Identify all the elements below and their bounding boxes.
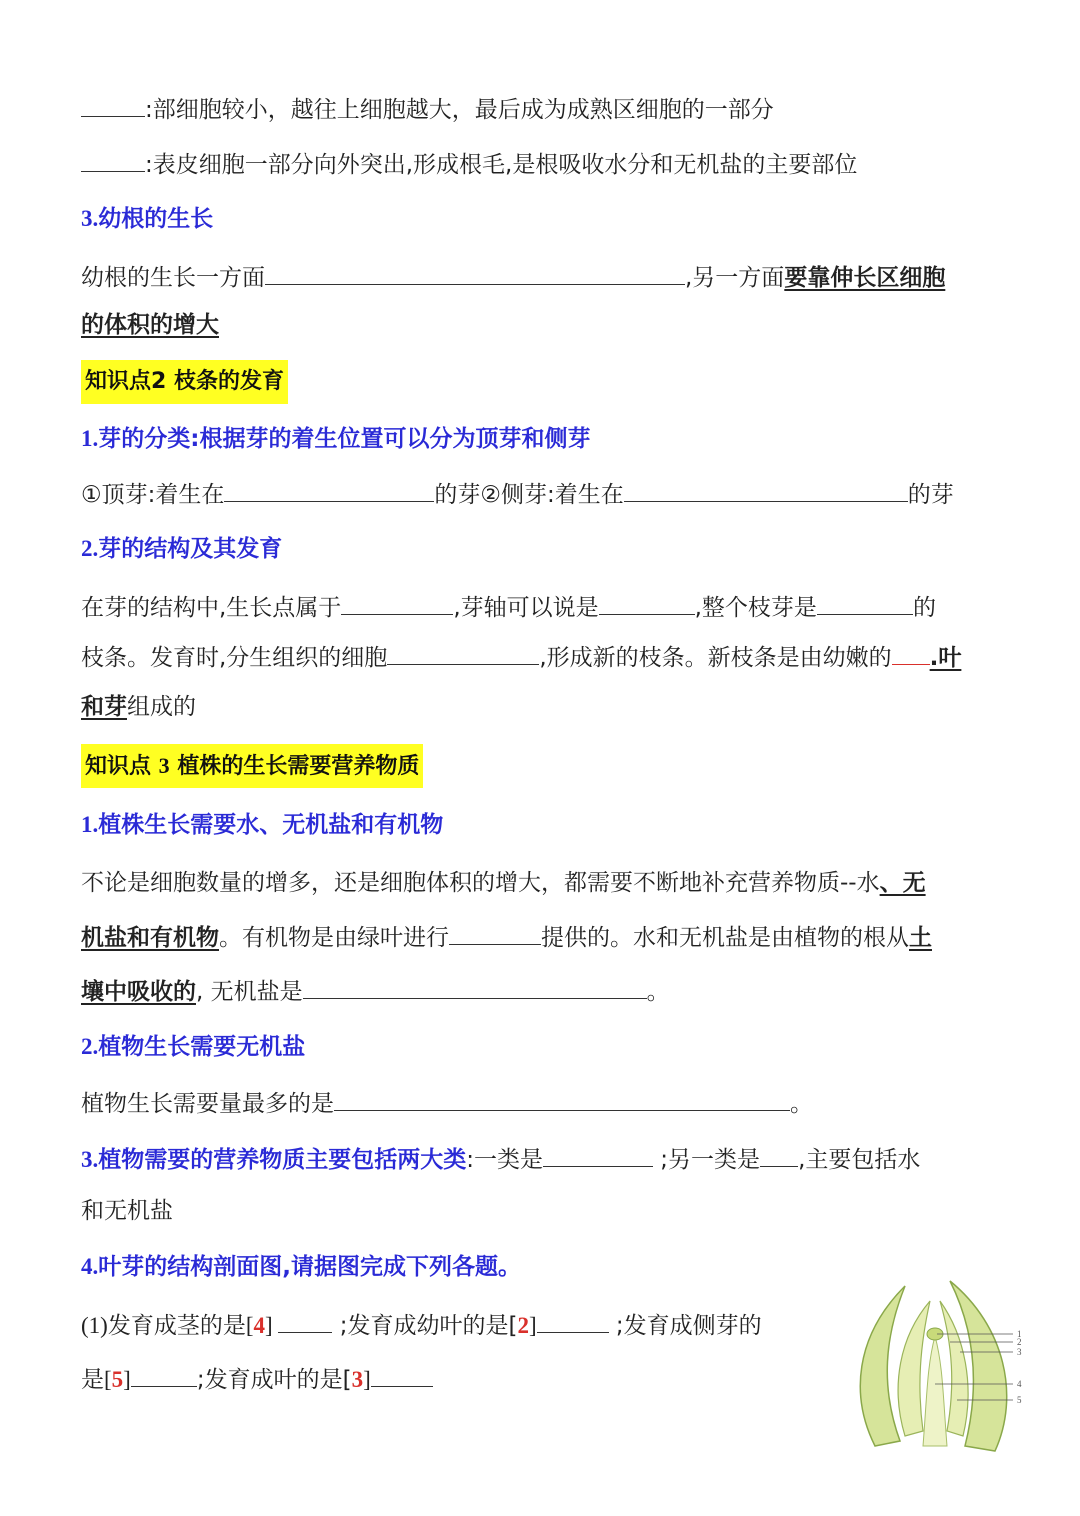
bud-structure-line-2: 枝条。发育时,分生组织的细胞 ,形成新的枝条。新枝条是由幼嫩的 .叶 (81, 642, 961, 673)
diagram-labels (1017, 1329, 1022, 1405)
root-zone-line-1: :部细胞较小，越往上细胞越大，最后成为成熟区细胞的一部分 (81, 94, 774, 125)
fill-blank[interactable] (387, 642, 539, 665)
fill-blank[interactable] (81, 94, 145, 117)
mineral-salts-question: 植物生长需要量最多的是 。 (81, 1088, 813, 1119)
fill-blank[interactable] (371, 1364, 433, 1387)
diagram-label-2: 2 (1017, 1337, 1022, 1347)
bud-structure-line-1: 在芽的结构中,生长点属于 ,芽轴可以说是 ,整个枝芽是 的 (81, 592, 936, 623)
root-growth-paragraph-cont: 的体积的增大 (81, 312, 219, 338)
root-growth-paragraph: 幼根的生长一方面 ,另一方面要靠伸长区细胞 (81, 262, 945, 293)
heading-leaf-bud-diagram: 4.叶芽的结构剖面图,请据图完成下列各题。 (81, 1254, 521, 1280)
heading-plant-nutrients: 1.植株生长需要水、无机盐和有机物 (81, 812, 444, 838)
root-zone-line-2: :表皮细胞一部分向外突出,形成根毛,是根吸收水分和无机盐的主要部位 (81, 149, 857, 180)
fill-blank[interactable] (278, 1310, 332, 1333)
knowledge-point-2-label: 知识点2 枝条的发育 (81, 360, 288, 404)
fill-blank[interactable] (81, 149, 145, 172)
heading-bud-classification: 1.芽的分类:根据芽的着生位置可以分为顶芽和侧芽 (81, 426, 591, 452)
nutrient-categories-cont: 和无机盐 (81, 1198, 173, 1224)
fill-blank[interactable] (624, 479, 908, 502)
heading-root-growth: 3.幼根的生长 (81, 206, 214, 232)
fill-blank[interactable] (449, 922, 541, 945)
heading-mineral-salts: 2.植物生长需要无机盐 (81, 1034, 306, 1060)
nutrient-categories-question: 3.植物需要的营养物质主要包括两大类:一类是 ;另一类是 ,主要包括水 (81, 1144, 920, 1175)
bud-types-line: ①顶芽:着生在 的芽②侧芽:着生在 的芽 (81, 479, 954, 510)
fill-blank[interactable] (334, 1088, 790, 1111)
fill-blank[interactable] (537, 1310, 609, 1333)
nutrients-line-1: 不论是细胞数量的增多，还是细胞体积的增大，都需要不断地补充营养物质--水、无 (81, 870, 926, 896)
leaf-bud-question-line-2: 是[5] ;发育成叶的是[3] (81, 1364, 433, 1395)
diagram-label-1: 1 (1017, 1329, 1022, 1339)
fill-blank[interactable] (817, 592, 913, 615)
bud-axis (923, 1336, 947, 1446)
diagram-label-5: 5 (1017, 1395, 1022, 1405)
heading-bud-structure: 2.芽的结构及其发育 (81, 536, 283, 562)
nutrients-line-2: 机盐和有机物。有机物是由绿叶进行 提供的。水和无机盐是由植物的根从土 (81, 922, 932, 953)
bud-structure-line-3: 和芽组成的 (81, 694, 196, 720)
fill-blank[interactable] (224, 479, 434, 502)
diagram-label-3: 3 (1017, 1347, 1022, 1357)
fill-blank[interactable] (892, 642, 930, 665)
fill-blank[interactable] (760, 1144, 798, 1167)
fill-blank[interactable] (265, 262, 685, 285)
leaf-bud-diagram (845, 1276, 1035, 1456)
knowledge-point-3-label: 知识点 3 植株的生长需要营养物质 (81, 744, 423, 788)
fill-blank[interactable] (599, 592, 695, 615)
fill-blank[interactable] (131, 1364, 197, 1387)
fill-blank[interactable] (341, 592, 453, 615)
nutrients-line-3: 壤中吸收的, 无机盐是 。 (81, 976, 670, 1007)
diagram-label-4: 4 (1017, 1379, 1022, 1389)
leaf-bud-question-line-1: (1)发育成茎的是[4] ;发育成幼叶的是[2] ;发育成侧芽的 (81, 1310, 762, 1341)
fill-blank[interactable] (543, 1144, 653, 1167)
outer-leaf-left (860, 1286, 905, 1446)
fill-blank[interactable] (303, 976, 647, 999)
